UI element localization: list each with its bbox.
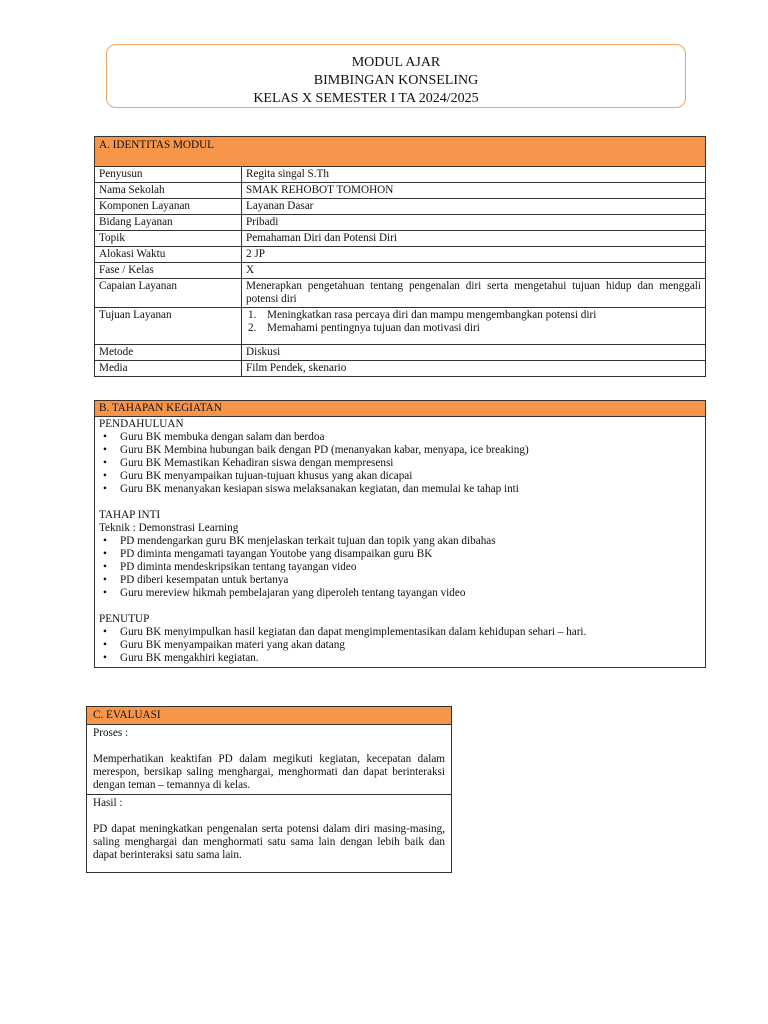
row-value: Pribadi xyxy=(242,215,706,231)
list-item: • Guru BK mengakhiri kegiatan. xyxy=(99,652,701,665)
tujuan-list xyxy=(246,309,701,335)
table-row xyxy=(95,308,706,345)
table-row xyxy=(95,279,706,308)
table-row xyxy=(95,231,706,247)
list-item xyxy=(248,322,701,335)
tahapan-kegiatan-table xyxy=(94,400,706,668)
identitas-modul-table xyxy=(94,136,706,377)
row-label: Penyusun xyxy=(95,167,242,183)
table-row xyxy=(95,345,706,361)
table-row xyxy=(95,183,706,199)
row-value: Regita singal S.Th xyxy=(242,167,706,183)
table-row xyxy=(95,167,706,183)
list-item: • Guru BK menyampaikan tujuan-tujuan khusus yang akan dicapai xyxy=(99,470,701,483)
spacer xyxy=(99,496,701,509)
tahapan-title: B. TAHAPAN KEGIATAN xyxy=(95,401,706,417)
list-item: • Guru BK menyampaikan materi yang akan datang xyxy=(99,639,701,652)
row-label: Topik xyxy=(95,231,242,247)
section-header-row xyxy=(95,401,706,417)
item-number: 2. xyxy=(248,322,257,334)
row-label: Nama Sekolah xyxy=(95,183,242,199)
table-row xyxy=(95,247,706,263)
list-item: • Guru BK menyimpulkan hasil kegiatan dan dapat mengimplementasikan dalam kehidupan sehari – hari. xyxy=(99,626,701,639)
row-label: Tujuan Layanan xyxy=(95,308,242,345)
list-item: • Guru mereview hikmah pembelajaran yang diperoleh tentang tayangan video xyxy=(99,587,701,600)
proses-label: Proses : xyxy=(93,727,129,739)
proses-text: Memperhatikan keaktifan PD dalam megikuti kegiatan, kecepatan dalam merespon, bersikap saling menghargai, menghormati dan dapat berinteraksi dengan teman – temannya di kelas. xyxy=(93,753,445,791)
spacer xyxy=(99,600,701,613)
penutup-heading: PENUTUP xyxy=(99,613,150,625)
row-value: Pemahaman Diri dan Potensi Diri xyxy=(242,231,706,247)
header-subtitle: BIMBINGAN KONSELING xyxy=(313,73,479,88)
table-row xyxy=(95,263,706,279)
header-title: MODUL AJAR xyxy=(351,55,441,70)
list-item: • Guru BK Membina hubungan baik dengan PD (menanyakan kabar, menyapa, ice breaking) xyxy=(99,444,701,457)
tahapan-content xyxy=(95,417,706,668)
row-label: Fase / Kelas xyxy=(95,263,242,279)
row-value: Layanan Dasar xyxy=(242,199,706,215)
row-label: Komponen Layanan xyxy=(95,199,242,215)
proses-cell xyxy=(87,725,452,795)
list-item: • PD diminta mendeskripsikan tentang tayangan video xyxy=(99,561,701,574)
list-item: • Guru BK menanyakan kesiapan siswa melaksanakan kegiatan, dan memulai ke tahap inti xyxy=(99,483,701,496)
evaluasi-table xyxy=(86,706,452,873)
section-header-row xyxy=(87,707,452,725)
table-row xyxy=(95,215,706,231)
list-item: • PD diminta mengamati tayangan Youtobe yang disampaikan guru BK xyxy=(99,548,701,561)
hasil-label: Hasil : xyxy=(93,797,123,809)
hasil-cell xyxy=(87,795,452,873)
item-text: Memahami pentingnya tujuan dan motivasi diri xyxy=(267,322,480,334)
row-value: Diskusi xyxy=(242,345,706,361)
header-class-semester: KELAS X SEMESTER I TA 2024/2025 xyxy=(253,91,479,106)
row-label: Media xyxy=(95,361,242,377)
list-item: • PD mendengarkan guru BK menjelaskan terkait tujuan dan topik yang akan dibahas xyxy=(99,535,701,548)
spacer xyxy=(93,740,445,753)
row-value: SMAK REHOBOT TOMOHON xyxy=(242,183,706,199)
table-row xyxy=(95,361,706,377)
inti-heading: TAHAP INTI xyxy=(99,509,161,521)
pendahuluan-list xyxy=(99,431,701,496)
list-item xyxy=(248,309,701,322)
row-label: Capaian Layanan xyxy=(95,279,242,308)
item-number: 1. xyxy=(248,309,257,321)
row-label: Bidang Layanan xyxy=(95,215,242,231)
hasil-row xyxy=(87,795,452,873)
item-text: Meningkatkan rasa percaya diri dan mampu mengembangkan potensi diri xyxy=(267,309,597,321)
row-label: Alokasi Waktu xyxy=(95,247,242,263)
hasil-text: PD dapat meningkatkan pengenalan serta potensi dalam diri masing-masing, saling menghargai dan menghormati satu sama lain dengan lebih baik dan dapat berinteraksi satu sama lain. xyxy=(93,823,445,861)
section-header-row xyxy=(95,137,706,167)
list-item: • PD diberi kesempatan untuk bertanya xyxy=(99,574,701,587)
list-item: • Guru BK Memastikan Kehadiran siswa dengan mempresensi xyxy=(99,457,701,470)
evaluasi-title: C. EVALUASI xyxy=(87,707,452,725)
tahapan-body-row xyxy=(95,417,706,668)
list-item: • Guru BK membuka dengan salam dan berdoa xyxy=(99,431,701,444)
penutup-list xyxy=(99,626,701,665)
row-value: 2 JP xyxy=(242,247,706,263)
row-value: Menerapkan pengetahuan tentang pengenalan diri serta mengetahui tujuan hidup dan menggali potensi diri xyxy=(242,279,706,308)
identitas-title: A. IDENTITAS MODUL xyxy=(95,137,706,167)
row-value: Film Pendek, skenario xyxy=(242,361,706,377)
table-row xyxy=(95,199,706,215)
document-header xyxy=(106,44,686,108)
pendahuluan-heading: PENDAHULUAN xyxy=(99,418,184,430)
proses-row xyxy=(87,725,452,795)
inti-teknik: Teknik : Demonstrasi Learning xyxy=(99,522,239,534)
row-value: X xyxy=(242,263,706,279)
row-label: Metode xyxy=(95,345,242,361)
row-value xyxy=(242,308,706,345)
inti-list xyxy=(99,535,701,600)
spacer xyxy=(93,810,445,823)
